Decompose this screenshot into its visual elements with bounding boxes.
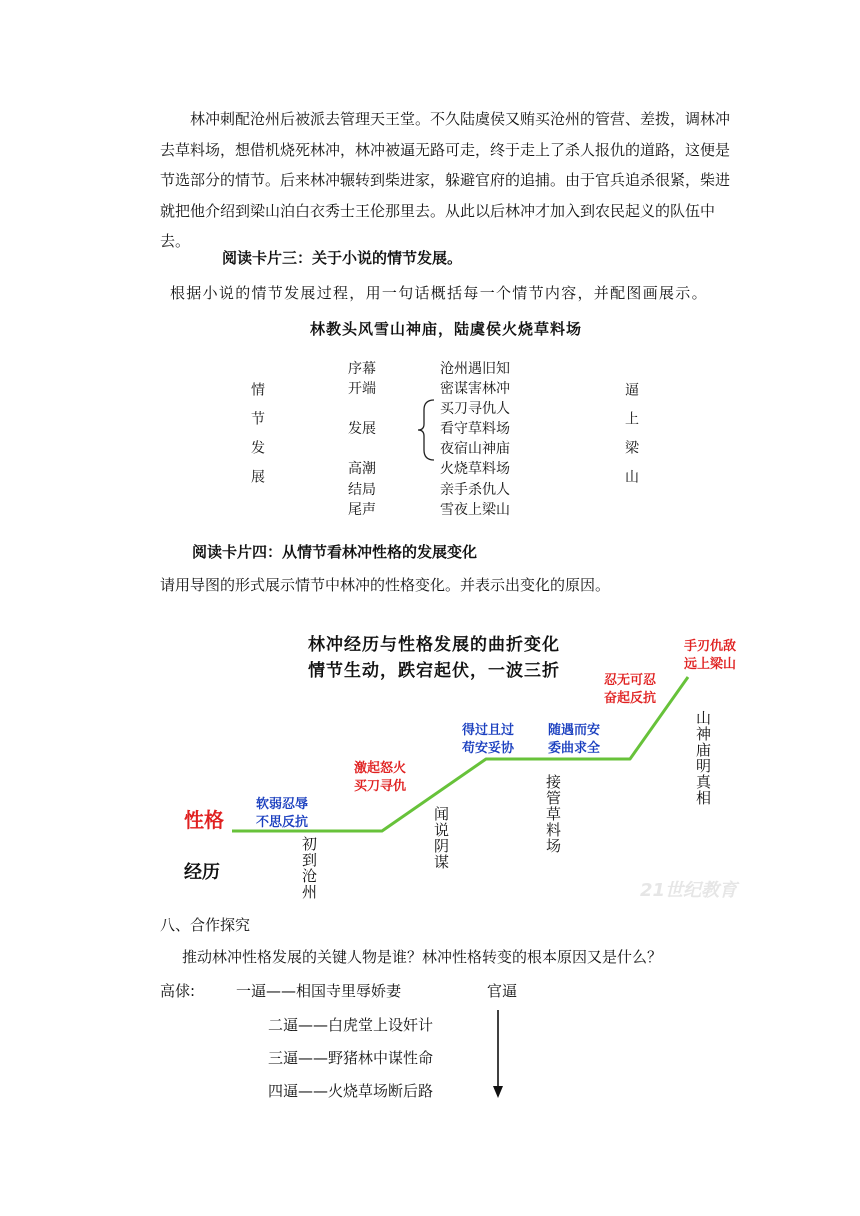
trait-3: 得过且过 苟安妥协 <box>462 723 515 756</box>
card3-instruction: 根据小说的情节发展过程，用一句话概括每一个情节内容，并配图画展示。 <box>170 284 708 302</box>
plot-left-label: 情节发展 <box>249 382 265 498</box>
down-arrow-icon <box>490 1008 506 1100</box>
intro-paragraph: 林冲刺配沧州后被派去管理天王堂。不久陆虞侯又贿买沧州的管营、差拨，调林冲去草料场，想借机烧死林冲，林冲被逼无路可走，终于走上了杀人报仇的道路，这便是节选部分的情节。后来林冲辗转到柴进家，躲避官府的追捕。由于官兵追杀很紧，柴进就把他介绍到梁山泊白衣秀士王伦那里去。从此以后林冲才加入到农民起义的队伍中去。 <box>160 110 731 250</box>
section8-heading: 八、合作探究 <box>160 916 251 934</box>
character-figure <box>160 620 800 905</box>
event-2: 密谋害林冲 <box>440 381 510 397</box>
label-character: 性格 <box>184 808 224 832</box>
event-3: 买刀寻仇人 <box>440 401 510 417</box>
plot-figure-title: 林教头风雪山神庙，陆虞侯火烧草料场 <box>310 320 583 338</box>
event-8: 雪夜上梁山 <box>440 502 510 518</box>
experience-3: 接管草料场 <box>544 774 562 854</box>
side-label: 官逼 <box>487 982 518 1000</box>
event-6: 火烧草料场 <box>440 461 510 477</box>
character-figure-title-2: 情节生动，跌宕起伏，一波三折 <box>308 661 560 681</box>
label-experience: 经历 <box>184 862 220 883</box>
event-7: 亲手杀仇人 <box>440 482 510 498</box>
character-figure-title-1: 林冲经历与性格发展的曲折变化 <box>308 635 560 655</box>
event-1: 沧州遇旧知 <box>440 361 510 377</box>
trait-1: 软弱忍辱 不思反抗 <box>256 797 309 830</box>
plot-figure <box>230 312 639 522</box>
stage-development: 发展 <box>348 421 376 437</box>
experience-2: 闻说阴谋 <box>432 806 450 870</box>
trait-4: 随遇而安 委曲求全 <box>548 723 601 756</box>
trait-6: 手刃仇敌 远上梁山 <box>684 639 737 672</box>
card4-instruction: 请用导图的形式展示情节中林冲的性格变化。并表示出变化的原因。 <box>160 576 611 594</box>
card3-title: 阅读卡片三：关于小说的情节发展。 <box>222 249 463 267</box>
watermark: 21世纪教育 <box>640 880 738 901</box>
force-item-2: 二逼——白虎堂上设奸计 <box>268 1016 434 1034</box>
force-item-3: 三逼——野猪林中谋性命 <box>268 1049 434 1067</box>
stage-ending: 结局 <box>348 482 376 498</box>
card4-title: 阅读卡片四：从情节看林冲性格的发展变化 <box>192 543 478 561</box>
trait-2: 激起怒火 买刀寻仇 <box>354 761 407 794</box>
stage-climax: 高潮 <box>348 461 376 477</box>
experience-1: 初到沧州 <box>300 836 318 900</box>
person-label: 高俅: <box>160 982 196 1000</box>
force-item-1: 一逼——相国寺里辱娇妻 <box>236 982 402 1000</box>
experience-4: 山神庙明真相 <box>694 710 712 806</box>
event-5: 夜宿山神庙 <box>440 441 510 457</box>
stage-prologue: 序幕 <box>348 361 376 377</box>
plot-right-label: 逼上梁山 <box>623 382 639 498</box>
stage-beginning: 开端 <box>348 381 376 397</box>
trait-5: 忍无可忍 奋起反抗 <box>604 673 657 706</box>
event-4: 看守草料场 <box>440 421 510 437</box>
section8-question: 推动林冲性格发展的关键人物是谁？林冲性格转变的根本原因又是什么？ <box>182 948 663 966</box>
force-item-4: 四逼——火烧草场断后路 <box>268 1082 434 1100</box>
stage-epilogue: 尾声 <box>348 502 376 518</box>
development-brace <box>416 398 436 462</box>
